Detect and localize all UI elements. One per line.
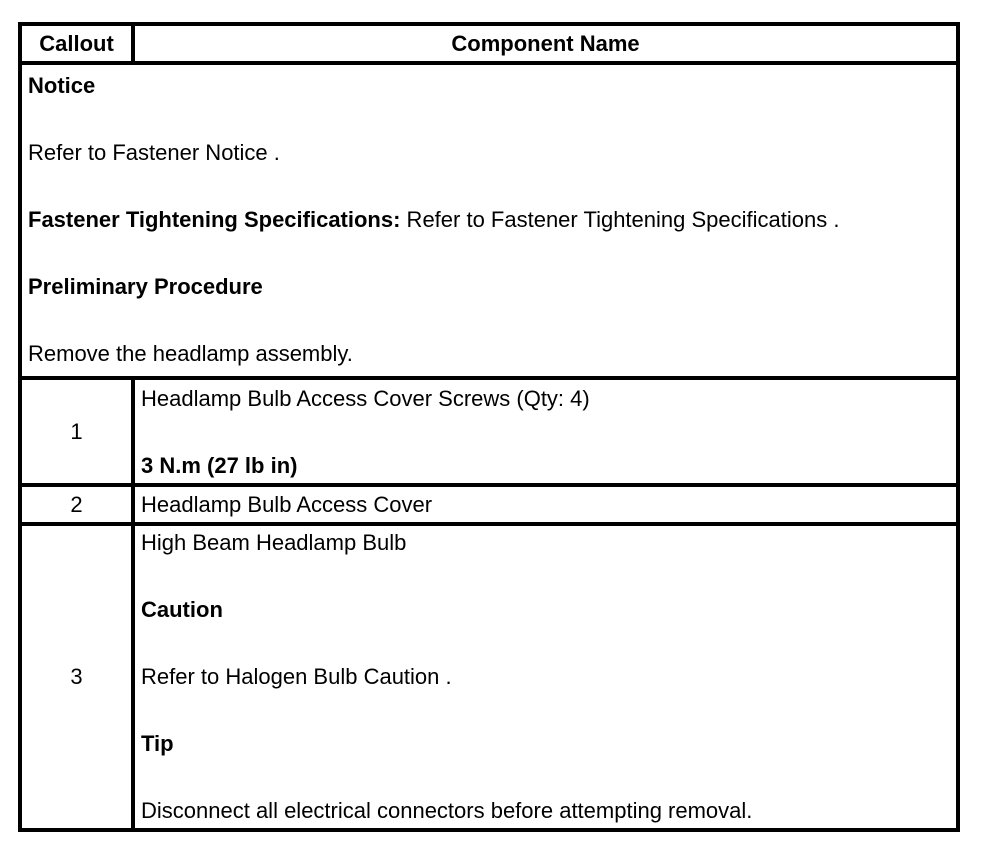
component-name-cell (133, 524, 958, 830)
component-name-cell (133, 485, 958, 524)
preliminary-procedure-title: Preliminary Procedure (28, 274, 263, 299)
notice-text: Refer to Fastener Notice . (28, 140, 280, 165)
table-row (20, 524, 958, 830)
component-name: Headlamp Bulb Access Cover Screws (Qty: 4) (141, 386, 590, 411)
notice-row (20, 63, 958, 378)
callout-number: 3 (20, 524, 133, 830)
tip-title: Tip (141, 731, 174, 756)
tip-text: Disconnect all electrical connectors before attempting removal. (141, 798, 753, 823)
fastener-spec-label: Fastener Tightening Specifications: (28, 207, 401, 232)
caution-title: Caution (141, 597, 223, 622)
table-row (20, 378, 958, 485)
callout-table (18, 22, 960, 832)
component-name: Headlamp Bulb Access Cover (141, 491, 433, 517)
callout-number: 2 (20, 485, 133, 524)
callout-number: 1 (20, 378, 133, 485)
preliminary-procedure-text: Remove the headlamp assembly. (28, 341, 353, 366)
fastener-spec-line (28, 203, 956, 237)
notice-cell (20, 63, 958, 378)
notice-title: Notice (28, 73, 96, 98)
component-name: High Beam Headlamp Bulb (141, 530, 407, 555)
callout-column-header: Callout (20, 24, 133, 63)
fastener-spec-text: Refer to Fastener Tightening Specifications . (400, 207, 840, 232)
caution-text: Refer to Halogen Bulb Caution . (141, 664, 452, 689)
table-row (20, 485, 958, 524)
torque-spec: 3 N.m (27 lb in) (141, 453, 298, 478)
component-name-column-header: Component Name (133, 24, 958, 63)
table-header-row (20, 24, 958, 63)
callout-table-container (18, 22, 956, 832)
component-name-cell (133, 378, 958, 485)
